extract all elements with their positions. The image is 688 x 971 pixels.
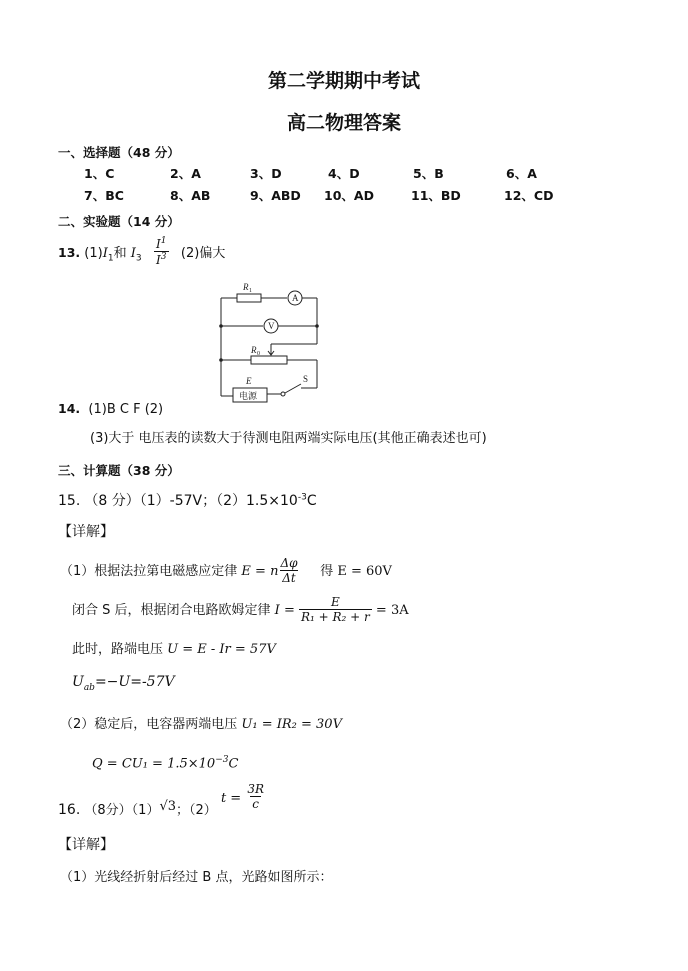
label-r1-sub: 1	[249, 288, 252, 294]
q13-frac-den: I	[156, 253, 161, 267]
answer-10: 10、AD	[324, 188, 374, 203]
q16-detail-label: 【详解】	[58, 837, 114, 853]
q13-frac-num-sup: 1	[160, 236, 167, 246]
q15-l5-eq: U₁ = IR₂ = 30V	[241, 717, 342, 732]
q15-l1-post: 得	[320, 564, 334, 579]
section-calc-heading: 三、计算题（38 分）	[58, 463, 180, 478]
q13-part1: (1)	[84, 246, 103, 261]
q15-number: 15.	[58, 493, 81, 509]
q13-i1-sub: 1	[107, 253, 114, 264]
q13-part2: (2)偏大	[180, 246, 226, 261]
page-title: 第二学期期中考试	[267, 70, 420, 92]
q13-and: 和	[113, 246, 127, 261]
label-switch: S	[303, 374, 309, 384]
q15-l1-text: （1）根据法拉第电磁感应定律	[60, 564, 238, 579]
q16-mid: ；（2）	[176, 803, 217, 818]
q15-l2-result: = 3A	[375, 603, 409, 618]
q15-l2-text: 闭合 S 后，根据闭合电路欧姆定律	[72, 603, 271, 618]
q15-l2-frac-num: E	[331, 595, 340, 609]
answer-7: 7、BC	[84, 188, 124, 203]
q13-frac-num: I	[156, 237, 161, 251]
label-r1: R	[243, 282, 249, 292]
q15-l3-text: 此时，路端电压	[72, 642, 164, 657]
q16-number: 16.	[58, 802, 81, 818]
answer-8: 8、AB	[170, 188, 211, 203]
q15-head-unit: C	[306, 493, 317, 509]
q15-l6-unit: C	[228, 756, 239, 772]
q13-i3: I	[130, 246, 136, 261]
answer-2: 2、A	[170, 166, 201, 181]
q14-line2: (3)大于 电压表的读数大于待测电阻两端实际电压(其他正确表述也可)	[90, 431, 487, 446]
q13-line	[58, 238, 225, 269]
q14-part1: (1)B C F (2)	[88, 402, 164, 417]
q15-head-exp: -3	[297, 492, 307, 503]
section-choice-heading: 一、选择题（48 分）	[58, 145, 180, 160]
label-r0: R	[251, 345, 257, 355]
answer-1: 1、C	[84, 166, 115, 181]
switch-s	[285, 384, 301, 393]
answer-9: 9、ABD	[250, 188, 301, 203]
q15-line5	[60, 713, 342, 732]
answer-6: 6、A	[506, 166, 537, 181]
switch-contact	[281, 392, 285, 396]
answer-12: 12、CD	[504, 188, 554, 203]
label-voltmeter: V	[268, 321, 275, 331]
q13-number: 13.	[58, 245, 81, 260]
answer-3: 3、D	[250, 166, 282, 181]
answer-5: 5、B	[413, 166, 444, 181]
q15-l6-eq: Q = CU₁ = 1.5×10	[92, 756, 216, 772]
q15-l1-result: E = 60V	[337, 564, 392, 579]
q15-l6-exp: −3	[215, 755, 229, 765]
q13-ratio-fraction	[154, 236, 168, 267]
q15-header	[58, 490, 317, 510]
section-experiment-heading: 二、实验题（14 分）	[58, 214, 180, 229]
answer-4: 4、D	[328, 166, 360, 181]
q16-fraction	[245, 782, 266, 811]
q16-sqrt: √3	[159, 799, 177, 814]
q14-number: 14.	[58, 401, 81, 416]
q15-l2-eq: I =	[274, 603, 295, 618]
page-subtitle: 高二物理答案	[286, 112, 401, 134]
q15-l2-fraction	[299, 595, 372, 624]
q16-frac-num: 3R	[247, 782, 264, 796]
label-r0-sub: 0	[257, 351, 260, 357]
q15-l3-eq: U = E - Ir = 57V	[167, 642, 276, 657]
resistor-r1	[237, 294, 261, 302]
q15-l4-eq: =−U=-57V	[94, 674, 175, 690]
circuit-diagram	[215, 278, 325, 404]
q15-l4-sub: ab	[83, 682, 95, 693]
q16-line1: （1）光线经折射后经过 B 点，光路如图所示：	[60, 870, 333, 885]
q15-l1-eq: E = n	[241, 564, 279, 579]
q15-l1-frac-den: Δt	[282, 571, 296, 585]
q15-line6	[92, 755, 238, 771]
label-source: 电源	[239, 392, 258, 402]
q13-i1: I	[102, 246, 108, 261]
q16-head: （8分）（1）	[84, 803, 160, 818]
q13-i3-sub: 3	[135, 253, 142, 264]
q14-line1	[58, 401, 163, 417]
q15-line3	[72, 638, 276, 657]
q15-line1	[60, 557, 392, 586]
q15-l2-frac-den: R₁ + R₂ + r	[300, 610, 370, 624]
q16-t-eq: t =	[220, 791, 242, 806]
q15-line4	[72, 674, 175, 693]
q15-l1-frac-num: Δφ	[280, 556, 298, 570]
q16-header	[58, 782, 266, 825]
label-emf: E	[246, 376, 252, 386]
q15-line2	[72, 596, 409, 625]
q15-l1-fraction	[278, 556, 299, 585]
q15-detail-label: 【详解】	[58, 524, 114, 540]
q15-l4-u: U	[72, 674, 84, 690]
q15-head: （8 分）（1）-57V；（2）1.5×10	[84, 493, 298, 509]
rheostat-r0	[251, 356, 287, 364]
answer-11: 11、BD	[411, 188, 461, 203]
q13-frac-den-sup: 3	[160, 252, 167, 262]
q15-l5-text: （2）稳定后，电容器两端电压	[60, 717, 238, 732]
label-ammeter: A	[292, 293, 299, 303]
q16-frac-den: c	[252, 797, 260, 811]
